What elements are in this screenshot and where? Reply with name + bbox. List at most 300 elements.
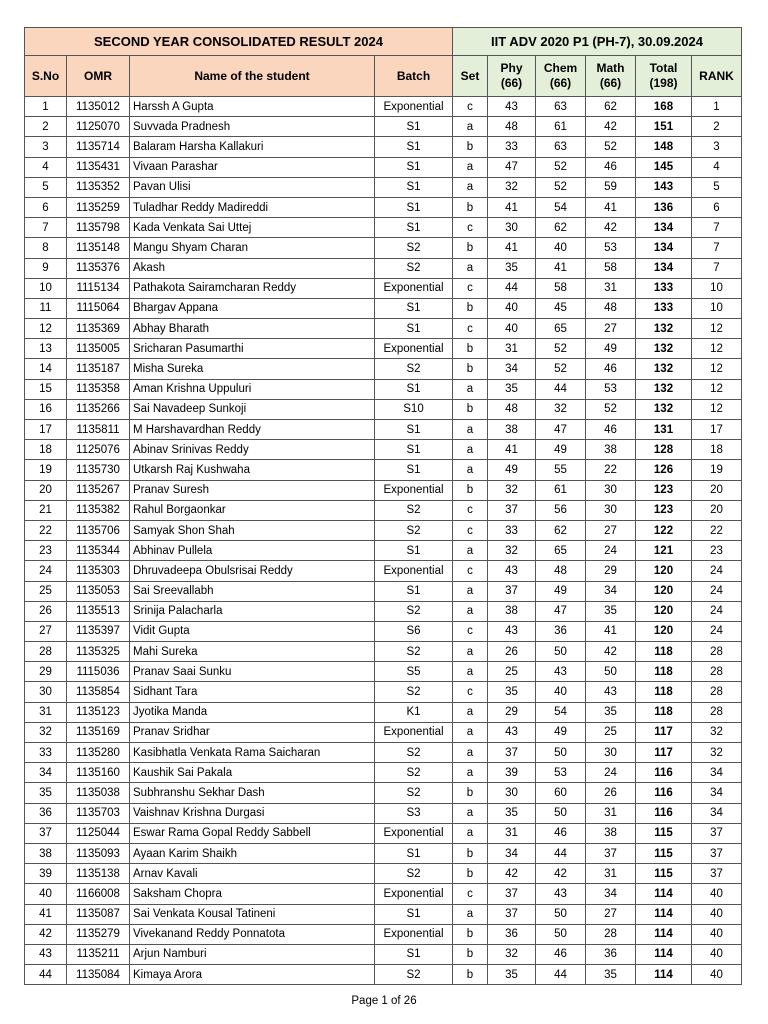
sno-cell: 43 bbox=[25, 944, 67, 964]
student-name-cell: Abhinav Pullela bbox=[130, 541, 375, 561]
omr-cell: 1135148 bbox=[67, 238, 130, 258]
chem-cell: 52 bbox=[536, 177, 586, 197]
omr-cell: 1135344 bbox=[67, 541, 130, 561]
math-cell: 62 bbox=[586, 97, 636, 117]
batch-cell: S2 bbox=[375, 258, 453, 278]
chem-cell: 50 bbox=[536, 803, 586, 823]
math-cell: 42 bbox=[586, 218, 636, 238]
table-row bbox=[25, 238, 742, 258]
set-cell: a bbox=[453, 117, 488, 137]
student-name-cell: Subhranshu Sekhar Dash bbox=[130, 783, 375, 803]
student-name-cell: Samyak Shon Shah bbox=[130, 520, 375, 540]
student-name-cell: Vivaan Parashar bbox=[130, 157, 375, 177]
rank-cell: 40 bbox=[692, 965, 742, 985]
omr-cell: 1135053 bbox=[67, 581, 130, 601]
phy-cell: 38 bbox=[488, 601, 536, 621]
table-row bbox=[25, 500, 742, 520]
sno-cell: 39 bbox=[25, 864, 67, 884]
sno-cell: 23 bbox=[25, 541, 67, 561]
math-cell: 27 bbox=[586, 520, 636, 540]
chem-cell: 48 bbox=[536, 561, 586, 581]
col-header-omr: OMR bbox=[67, 56, 130, 97]
student-name-cell: Kasibhatla Venkata Rama Saicharan bbox=[130, 743, 375, 763]
batch-cell: S1 bbox=[375, 541, 453, 561]
rank-cell: 17 bbox=[692, 420, 742, 440]
sno-cell: 16 bbox=[25, 399, 67, 419]
chem-cell: 65 bbox=[536, 319, 586, 339]
table-row bbox=[25, 843, 742, 863]
chem-cell: 44 bbox=[536, 379, 586, 399]
phy-cell: 44 bbox=[488, 278, 536, 298]
total-cell: 120 bbox=[636, 601, 692, 621]
sno-cell: 9 bbox=[25, 258, 67, 278]
phy-cell: 48 bbox=[488, 399, 536, 419]
chem-label: Chem bbox=[543, 61, 578, 75]
student-name-cell: Tuladhar Reddy Madireddi bbox=[130, 197, 375, 217]
student-name-cell: Bhargav Appana bbox=[130, 298, 375, 318]
table-row bbox=[25, 783, 742, 803]
student-name-cell: Jyotika Manda bbox=[130, 702, 375, 722]
phy-cell: 35 bbox=[488, 379, 536, 399]
student-name-cell: Rahul Borgaonkar bbox=[130, 500, 375, 520]
phy-cell: 38 bbox=[488, 420, 536, 440]
sno-cell: 13 bbox=[25, 339, 67, 359]
chem-cell: 63 bbox=[536, 97, 586, 117]
sno-cell: 3 bbox=[25, 137, 67, 157]
sno-cell: 38 bbox=[25, 843, 67, 863]
chem-cell: 50 bbox=[536, 904, 586, 924]
sno-cell: 17 bbox=[25, 420, 67, 440]
batch-cell: S1 bbox=[375, 904, 453, 924]
phy-cell: 40 bbox=[488, 319, 536, 339]
set-cell: c bbox=[453, 500, 488, 520]
sno-cell: 14 bbox=[25, 359, 67, 379]
table-row bbox=[25, 480, 742, 500]
student-name-cell: Pathakota Sairamcharan Reddy bbox=[130, 278, 375, 298]
student-name-cell: Harssh A Gupta bbox=[130, 97, 375, 117]
phy-cell: 34 bbox=[488, 843, 536, 863]
rank-cell: 3 bbox=[692, 137, 742, 157]
omr-cell: 1135012 bbox=[67, 97, 130, 117]
sno-cell: 32 bbox=[25, 722, 67, 742]
results-table bbox=[24, 27, 742, 985]
table-row bbox=[25, 399, 742, 419]
total-cell: 133 bbox=[636, 278, 692, 298]
column-header-row bbox=[25, 56, 742, 97]
batch-cell: Exponential bbox=[375, 722, 453, 742]
sno-cell: 33 bbox=[25, 743, 67, 763]
chem-cell: 65 bbox=[536, 541, 586, 561]
student-name-cell: Srinija Palacharla bbox=[130, 601, 375, 621]
student-name-cell: Ayaan Karim Shaikh bbox=[130, 843, 375, 863]
table-row bbox=[25, 682, 742, 702]
table-row bbox=[25, 743, 742, 763]
total-cell: 168 bbox=[636, 97, 692, 117]
set-cell: a bbox=[453, 420, 488, 440]
total-cell: 143 bbox=[636, 177, 692, 197]
omr-cell: 1135160 bbox=[67, 763, 130, 783]
math-cell: 30 bbox=[586, 480, 636, 500]
table-row bbox=[25, 520, 742, 540]
chem-cell: 54 bbox=[536, 702, 586, 722]
math-cell: 46 bbox=[586, 420, 636, 440]
chem-cell: 46 bbox=[536, 823, 586, 843]
rank-cell: 10 bbox=[692, 298, 742, 318]
math-cell: 25 bbox=[586, 722, 636, 742]
omr-cell: 1135730 bbox=[67, 460, 130, 480]
table-row bbox=[25, 137, 742, 157]
sno-cell: 30 bbox=[25, 682, 67, 702]
table-row bbox=[25, 965, 742, 985]
student-name-cell: Aman Krishna Uppuluri bbox=[130, 379, 375, 399]
math-cell: 24 bbox=[586, 763, 636, 783]
total-cell: 151 bbox=[636, 117, 692, 137]
chem-cell: 52 bbox=[536, 359, 586, 379]
rank-cell: 28 bbox=[692, 682, 742, 702]
sno-cell: 29 bbox=[25, 662, 67, 682]
table-row bbox=[25, 379, 742, 399]
student-name-cell: Saksham Chopra bbox=[130, 884, 375, 904]
chem-cell: 58 bbox=[536, 278, 586, 298]
chem-cell: 61 bbox=[536, 117, 586, 137]
batch-cell: S10 bbox=[375, 399, 453, 419]
batch-cell: Exponential bbox=[375, 480, 453, 500]
rank-cell: 20 bbox=[692, 500, 742, 520]
set-cell: a bbox=[453, 662, 488, 682]
student-name-cell: Kaushik Sai Pakala bbox=[130, 763, 375, 783]
col-header-name: Name of the student bbox=[130, 56, 375, 97]
phy-cell: 37 bbox=[488, 500, 536, 520]
omr-cell: 1135087 bbox=[67, 904, 130, 924]
sno-cell: 44 bbox=[25, 965, 67, 985]
col-header-chem bbox=[536, 56, 586, 97]
student-name-cell: Akash bbox=[130, 258, 375, 278]
omr-cell: 1135259 bbox=[67, 197, 130, 217]
omr-cell: 1135169 bbox=[67, 722, 130, 742]
sno-cell: 28 bbox=[25, 642, 67, 662]
chem-cell: 52 bbox=[536, 339, 586, 359]
student-name-cell: Pranav Suresh bbox=[130, 480, 375, 500]
batch-cell: K1 bbox=[375, 702, 453, 722]
chem-cell: 44 bbox=[536, 843, 586, 863]
omr-cell: 1115134 bbox=[67, 278, 130, 298]
batch-cell: S1 bbox=[375, 440, 453, 460]
phy-cell: 37 bbox=[488, 743, 536, 763]
phy-cell: 32 bbox=[488, 944, 536, 964]
rank-cell: 34 bbox=[692, 803, 742, 823]
phy-cell: 37 bbox=[488, 884, 536, 904]
set-cell: b bbox=[453, 843, 488, 863]
batch-cell: Exponential bbox=[375, 278, 453, 298]
math-cell: 30 bbox=[586, 500, 636, 520]
set-cell: b bbox=[453, 339, 488, 359]
student-name-cell: Sai Navadeep Sunkoji bbox=[130, 399, 375, 419]
set-cell: c bbox=[453, 319, 488, 339]
batch-cell: S1 bbox=[375, 460, 453, 480]
omr-cell: 1135513 bbox=[67, 601, 130, 621]
batch-cell: S2 bbox=[375, 763, 453, 783]
student-name-cell: Sricharan Pasumarthi bbox=[130, 339, 375, 359]
student-name-cell: Vivekanand Reddy Ponnatota bbox=[130, 924, 375, 944]
rank-cell: 37 bbox=[692, 843, 742, 863]
phy-cell: 48 bbox=[488, 117, 536, 137]
student-name-cell: Vidit Gupta bbox=[130, 621, 375, 641]
sno-cell: 22 bbox=[25, 520, 67, 540]
batch-cell: S1 bbox=[375, 581, 453, 601]
omr-cell: 1135211 bbox=[67, 944, 130, 964]
omr-cell: 1166008 bbox=[67, 884, 130, 904]
set-cell: a bbox=[453, 581, 488, 601]
chem-cell: 47 bbox=[536, 420, 586, 440]
table-row bbox=[25, 662, 742, 682]
omr-cell: 1135382 bbox=[67, 500, 130, 520]
chem-max: (66) bbox=[549, 76, 572, 90]
total-cell: 114 bbox=[636, 944, 692, 964]
chem-cell: 36 bbox=[536, 621, 586, 641]
math-cell: 30 bbox=[586, 743, 636, 763]
table-row bbox=[25, 884, 742, 904]
chem-cell: 46 bbox=[536, 944, 586, 964]
student-name-cell: Sai Venkata Kousal Tatineni bbox=[130, 904, 375, 924]
phy-cell: 40 bbox=[488, 298, 536, 318]
phy-cell: 47 bbox=[488, 157, 536, 177]
set-cell: c bbox=[453, 218, 488, 238]
set-cell: a bbox=[453, 157, 488, 177]
chem-cell: 52 bbox=[536, 157, 586, 177]
math-cell: 27 bbox=[586, 319, 636, 339]
math-cell: 53 bbox=[586, 379, 636, 399]
omr-cell: 1135703 bbox=[67, 803, 130, 823]
rank-cell: 34 bbox=[692, 763, 742, 783]
omr-cell: 1125070 bbox=[67, 117, 130, 137]
phy-cell: 41 bbox=[488, 197, 536, 217]
omr-cell: 1135431 bbox=[67, 157, 130, 177]
chem-cell: 40 bbox=[536, 682, 586, 702]
col-header-total bbox=[636, 56, 692, 97]
table-row bbox=[25, 177, 742, 197]
chem-cell: 44 bbox=[536, 965, 586, 985]
sno-cell: 24 bbox=[25, 561, 67, 581]
math-cell: 36 bbox=[586, 944, 636, 964]
batch-cell: S1 bbox=[375, 944, 453, 964]
omr-cell: 1135352 bbox=[67, 177, 130, 197]
chem-cell: 50 bbox=[536, 924, 586, 944]
phy-cell: 36 bbox=[488, 924, 536, 944]
col-header-rank: RANK bbox=[692, 56, 742, 97]
math-cell: 53 bbox=[586, 238, 636, 258]
phy-cell: 33 bbox=[488, 137, 536, 157]
omr-cell: 1135325 bbox=[67, 642, 130, 662]
set-cell: c bbox=[453, 520, 488, 540]
chem-cell: 55 bbox=[536, 460, 586, 480]
total-cell: 118 bbox=[636, 682, 692, 702]
rank-cell: 18 bbox=[692, 440, 742, 460]
table-row bbox=[25, 541, 742, 561]
rank-cell: 37 bbox=[692, 864, 742, 884]
rank-cell: 12 bbox=[692, 359, 742, 379]
total-cell: 115 bbox=[636, 843, 692, 863]
total-cell: 116 bbox=[636, 783, 692, 803]
total-cell: 122 bbox=[636, 520, 692, 540]
phy-cell: 30 bbox=[488, 218, 536, 238]
rank-cell: 40 bbox=[692, 944, 742, 964]
batch-cell: Exponential bbox=[375, 97, 453, 117]
math-cell: 52 bbox=[586, 399, 636, 419]
rank-cell: 24 bbox=[692, 621, 742, 641]
student-name-cell: Vaishnav Krishna Durgasi bbox=[130, 803, 375, 823]
phy-cell: 37 bbox=[488, 581, 536, 601]
total-cell: 118 bbox=[636, 702, 692, 722]
total-cell: 114 bbox=[636, 904, 692, 924]
rank-cell: 32 bbox=[692, 743, 742, 763]
rank-cell: 24 bbox=[692, 581, 742, 601]
batch-cell: S5 bbox=[375, 662, 453, 682]
table-row bbox=[25, 117, 742, 137]
batch-cell: Exponential bbox=[375, 823, 453, 843]
omr-cell: 1135706 bbox=[67, 520, 130, 540]
student-name-cell: Suvvada Pradnesh bbox=[130, 117, 375, 137]
sno-cell: 37 bbox=[25, 823, 67, 843]
student-name-cell: Kimaya Arora bbox=[130, 965, 375, 985]
rank-cell: 4 bbox=[692, 157, 742, 177]
math-cell: 38 bbox=[586, 823, 636, 843]
total-cell: 117 bbox=[636, 743, 692, 763]
math-cell: 48 bbox=[586, 298, 636, 318]
total-cell: 115 bbox=[636, 823, 692, 843]
sno-cell: 18 bbox=[25, 440, 67, 460]
set-cell: b bbox=[453, 359, 488, 379]
omr-cell: 1135138 bbox=[67, 864, 130, 884]
sno-cell: 34 bbox=[25, 763, 67, 783]
table-row bbox=[25, 823, 742, 843]
phy-cell: 41 bbox=[488, 238, 536, 258]
omr-cell: 1135854 bbox=[67, 682, 130, 702]
math-cell: 42 bbox=[586, 642, 636, 662]
batch-cell: S1 bbox=[375, 197, 453, 217]
set-cell: c bbox=[453, 278, 488, 298]
math-cell: 58 bbox=[586, 258, 636, 278]
batch-cell: S1 bbox=[375, 177, 453, 197]
chem-cell: 32 bbox=[536, 399, 586, 419]
phy-cell: 43 bbox=[488, 621, 536, 641]
phy-cell: 35 bbox=[488, 803, 536, 823]
rank-cell: 40 bbox=[692, 924, 742, 944]
sno-cell: 21 bbox=[25, 500, 67, 520]
total-cell: 148 bbox=[636, 137, 692, 157]
chem-cell: 54 bbox=[536, 197, 586, 217]
table-row bbox=[25, 722, 742, 742]
sno-cell: 8 bbox=[25, 238, 67, 258]
chem-cell: 53 bbox=[536, 763, 586, 783]
set-cell: a bbox=[453, 904, 488, 924]
total-cell: 120 bbox=[636, 561, 692, 581]
set-cell: a bbox=[453, 743, 488, 763]
rank-cell: 34 bbox=[692, 783, 742, 803]
batch-cell: S6 bbox=[375, 621, 453, 641]
set-cell: b bbox=[453, 924, 488, 944]
math-cell: 22 bbox=[586, 460, 636, 480]
sno-cell: 20 bbox=[25, 480, 67, 500]
set-cell: b bbox=[453, 944, 488, 964]
total-cell: 114 bbox=[636, 965, 692, 985]
total-cell: 132 bbox=[636, 379, 692, 399]
table-row bbox=[25, 97, 742, 117]
set-cell: a bbox=[453, 642, 488, 662]
rank-cell: 12 bbox=[692, 399, 742, 419]
total-cell: 123 bbox=[636, 500, 692, 520]
rank-cell: 12 bbox=[692, 319, 742, 339]
sno-cell: 31 bbox=[25, 702, 67, 722]
rank-cell: 32 bbox=[692, 722, 742, 742]
math-cell: 37 bbox=[586, 843, 636, 863]
rank-cell: 22 bbox=[692, 520, 742, 540]
rank-cell: 23 bbox=[692, 541, 742, 561]
set-cell: c bbox=[453, 97, 488, 117]
exam-title: IIT ADV 2020 P1 (PH-7), 30.09.2024 bbox=[453, 28, 742, 56]
rank-cell: 12 bbox=[692, 339, 742, 359]
total-cell: 132 bbox=[636, 359, 692, 379]
student-name-cell: Kada Venkata Sai Uttej bbox=[130, 218, 375, 238]
table-row bbox=[25, 944, 742, 964]
chem-cell: 47 bbox=[536, 601, 586, 621]
total-cell: 114 bbox=[636, 924, 692, 944]
omr-cell: 1135397 bbox=[67, 621, 130, 641]
math-cell: 35 bbox=[586, 601, 636, 621]
math-cell: 43 bbox=[586, 682, 636, 702]
total-cell: 145 bbox=[636, 157, 692, 177]
set-cell: c bbox=[453, 561, 488, 581]
col-header-batch: Batch bbox=[375, 56, 453, 97]
omr-cell: 1135798 bbox=[67, 218, 130, 238]
total-max: (198) bbox=[649, 76, 678, 90]
total-cell: 120 bbox=[636, 581, 692, 601]
math-cell: 41 bbox=[586, 197, 636, 217]
math-cell: 59 bbox=[586, 177, 636, 197]
set-cell: a bbox=[453, 258, 488, 278]
omr-cell: 1135093 bbox=[67, 843, 130, 863]
result-title: SECOND YEAR CONSOLIDATED RESULT 2024 bbox=[25, 28, 453, 56]
rank-cell: 6 bbox=[692, 197, 742, 217]
batch-cell: S2 bbox=[375, 601, 453, 621]
math-cell: 35 bbox=[586, 702, 636, 722]
student-name-cell: Eswar Rama Gopal Reddy Sabbell bbox=[130, 823, 375, 843]
math-cell: 28 bbox=[586, 924, 636, 944]
rank-cell: 40 bbox=[692, 904, 742, 924]
batch-cell: S1 bbox=[375, 420, 453, 440]
sno-cell: 19 bbox=[25, 460, 67, 480]
table-row bbox=[25, 298, 742, 318]
batch-cell: Exponential bbox=[375, 924, 453, 944]
set-cell: b bbox=[453, 197, 488, 217]
phy-cell: 35 bbox=[488, 965, 536, 985]
batch-cell: S2 bbox=[375, 743, 453, 763]
student-name-cell: Misha Sureka bbox=[130, 359, 375, 379]
total-cell: 121 bbox=[636, 541, 692, 561]
table-row bbox=[25, 581, 742, 601]
set-cell: a bbox=[453, 379, 488, 399]
set-cell: a bbox=[453, 177, 488, 197]
sno-cell: 10 bbox=[25, 278, 67, 298]
sno-cell: 12 bbox=[25, 319, 67, 339]
rank-cell: 28 bbox=[692, 702, 742, 722]
col-header-math bbox=[586, 56, 636, 97]
rank-cell: 7 bbox=[692, 218, 742, 238]
batch-cell: Exponential bbox=[375, 884, 453, 904]
page-number: Page 1 of 26 bbox=[351, 995, 417, 1007]
chem-cell: 63 bbox=[536, 137, 586, 157]
rank-cell: 28 bbox=[692, 642, 742, 662]
rank-cell: 12 bbox=[692, 379, 742, 399]
